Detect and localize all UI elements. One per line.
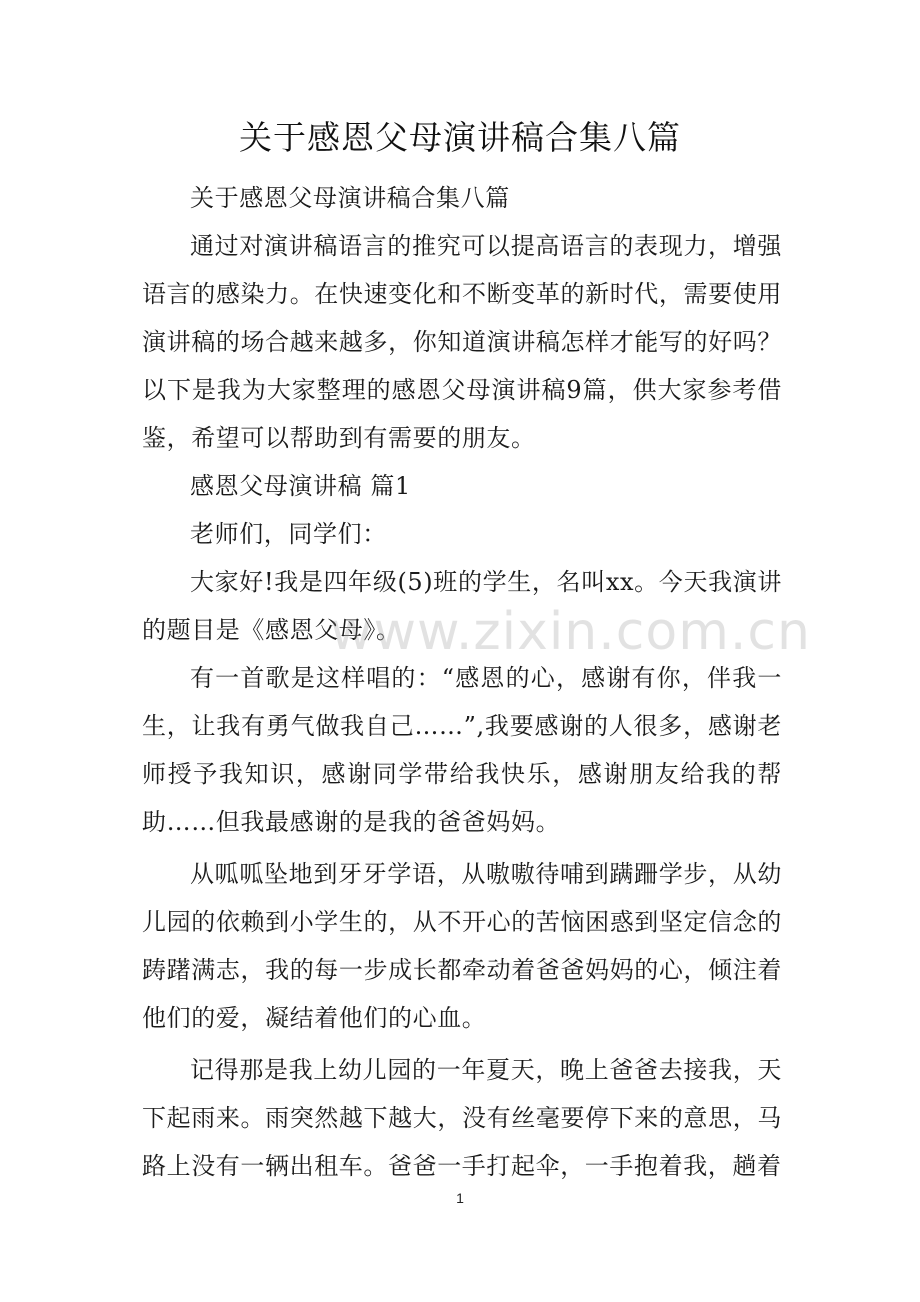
paragraph-subtitle: 关于感恩父母演讲稿合集八篇: [190, 184, 510, 212]
paragraph-salutation: 老师们，同学们：: [190, 520, 387, 548]
document-body: [142, 174, 782, 1190]
watermark-text: www.zixin.com.cn: [330, 602, 811, 662]
paragraph-growth: 从呱呱坠地到牙牙学语，从嗷嗷待哺到蹒跚学步，从幼儿园的依赖到小学生的，从不开心的苦恼困惑到坚定信念的踌躇满志，我的每一步成长都牵动着爸爸妈妈的心，倾注着他们的爱，凝结着他们的心血。: [142, 860, 782, 1032]
paragraph-greeting: 大家好!我是四年级(5)班的学生，名叫xx。今天我演讲的题目是《感恩父母》。: [142, 568, 782, 644]
document-title: 关于感恩父母演讲稿合集八篇: [239, 118, 681, 157]
paragraph-section-heading: 感恩父母演讲稿 篇1: [190, 472, 411, 500]
paragraph-intro: 通过对演讲稿语言的推究可以提高语言的表现力，增强语言的感染力。在快速变化和不断变革的新时代，需要使用演讲稿的场合越来越多，你知道演讲稿怎样才能写的好吗？以下是我为大家整理的感恩父母演讲稿9篇，供大家参考借鉴，希望可以帮助到有需要的朋友。: [142, 232, 782, 452]
paragraph-memory: 记得那是我上幼儿园的一年夏天，晚上爸爸去接我，天下起雨来。雨突然越下越大，没有丝毫要停下来的意思，马路上没有一辆出租车。爸爸一手打起伞，一手抱着我，趟着: [142, 1056, 782, 1180]
paragraph-song: 有一首歌是这样唱的：“感恩的心，感谢有你，伴我一生，让我有勇气做我自己……”,我要感谢的人很多，感谢老师授予我知识，感谢同学带给我快乐，感谢朋友给我的帮助……但我最感谢的是我的爸爸妈妈。: [142, 664, 782, 836]
page-number: 1: [456, 1190, 464, 1206]
